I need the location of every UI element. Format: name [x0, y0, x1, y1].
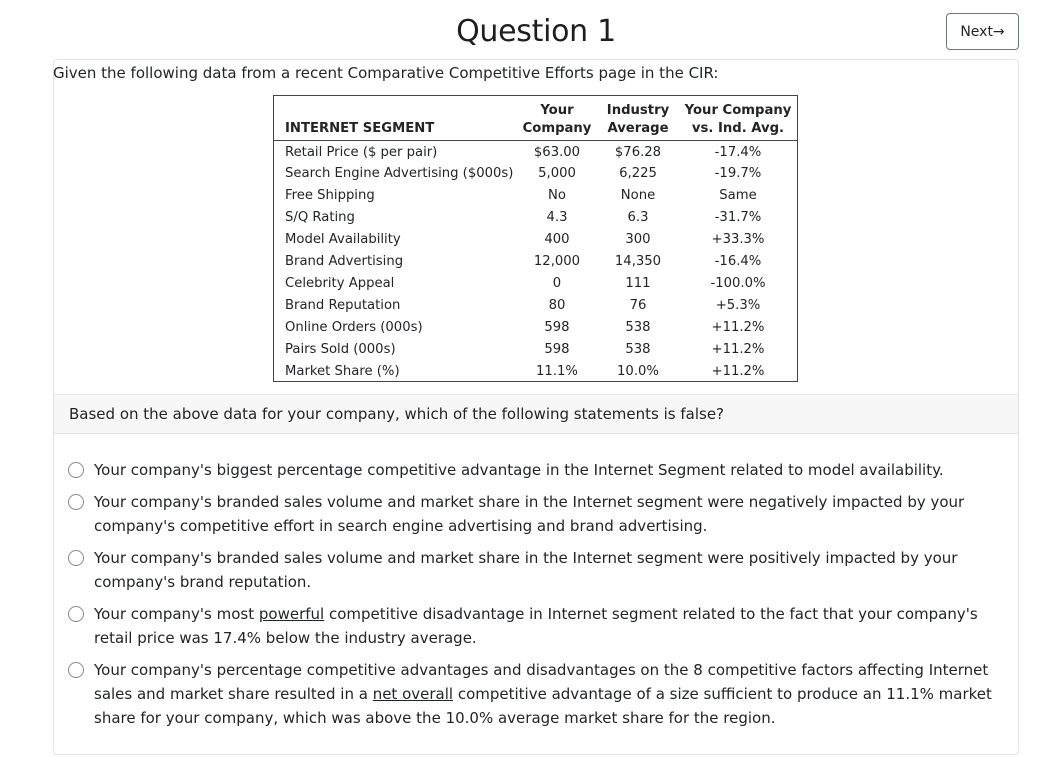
row-label: Retail Price ($ per pair): [285, 144, 438, 160]
cir-table: [274, 96, 797, 382]
table-cell: +5.3%: [715, 297, 761, 313]
table-cell: 0: [552, 275, 562, 291]
row-label: Model Availability: [285, 231, 401, 247]
row-label: Online Orders (000s): [285, 319, 423, 335]
table-cell: 598: [544, 341, 570, 357]
table-cell: 4.3: [546, 209, 568, 225]
table-cell: -19.7%: [714, 165, 762, 181]
option-text: Your company's percentage competitive advantages and disadvantages on the 8 competitive factors affecting Internet sales and market share resulted in a: [94, 661, 989, 703]
option-text: competitive disadvantage in Internet segment related to the fact that your company's retail price was 17.4% below the industry average.: [94, 605, 978, 647]
table-row: [274, 316, 797, 338]
table-cell: 6.3: [627, 209, 649, 225]
column-header: Industry: [606, 103, 670, 118]
table-cell: 111: [625, 275, 651, 291]
column-header: Average: [597, 118, 679, 140]
column-header: Company: [517, 118, 597, 140]
table-cell: 538: [625, 341, 651, 357]
table-cell: -17.4%: [714, 144, 762, 160]
table-cell: Same: [719, 187, 757, 203]
column-header: vs. Ind. Avg.: [679, 118, 797, 140]
table-row: [274, 294, 797, 316]
table-cell: 10.0%: [617, 363, 659, 379]
answer-option-text: [94, 490, 1003, 538]
question-title: Question 1: [456, 14, 616, 49]
column-header: [274, 96, 517, 118]
row-label: Brand Reputation: [285, 297, 401, 313]
radio-button[interactable]: [68, 550, 84, 566]
column-header: Your Company: [684, 103, 792, 118]
row-label: Market Share (%): [285, 363, 400, 379]
table-cell: -31.7%: [714, 209, 762, 225]
table-row: [274, 184, 797, 206]
table-cell: 12,000: [533, 253, 581, 269]
row-label: S/Q Rating: [285, 209, 355, 225]
table-cell: 538: [625, 319, 651, 335]
cir-table-box: [273, 95, 798, 382]
table-cell: -16.4%: [714, 253, 762, 269]
radio-button[interactable]: [68, 462, 84, 478]
answer-option[interactable]: [68, 658, 1003, 730]
table-row: [274, 272, 797, 294]
answer-option[interactable]: [68, 602, 1003, 650]
radio-button[interactable]: [68, 662, 84, 678]
answer-option-text: [94, 458, 944, 482]
table-cell: 80: [548, 297, 566, 313]
question-prompt: Based on the above data for your company, which of the following statements is false?: [54, 394, 1018, 434]
table-cell: 400: [544, 231, 570, 247]
table-cell: 76: [629, 297, 647, 313]
row-label: Free Shipping: [285, 187, 375, 203]
answer-options: [68, 458, 1003, 738]
table-cell: +11.2%: [711, 363, 765, 379]
column-header: INTERNET SEGMENT: [274, 118, 517, 140]
table-row: [274, 228, 797, 250]
table-cell: +33.3%: [711, 231, 765, 247]
row-label: Search Engine Advertising ($000s): [285, 165, 514, 181]
table-cell: No: [548, 187, 566, 203]
option-text: Your company's biggest percentage competitive advantage in the Internet Segment related to model availability.: [94, 461, 944, 479]
next-button[interactable]: Next→: [946, 13, 1019, 50]
underlined-text: powerful: [258, 605, 325, 623]
table-cell: 5,000: [538, 165, 576, 181]
option-text: Your company's branded sales volume and market share in the Internet segment were negatively impacted by your company's competitive effort in search engine advertising and brand advertising.: [94, 493, 965, 535]
table-row: [274, 206, 797, 228]
table-cell: $76.28: [614, 144, 662, 160]
table-cell: 598: [544, 319, 570, 335]
table-cell: -100.0%: [710, 275, 766, 291]
table-row: [274, 140, 797, 162]
table-cell: $63.00: [533, 144, 581, 160]
radio-button[interactable]: [68, 606, 84, 622]
column-header: Your: [540, 103, 574, 118]
table-cell: 300: [625, 231, 651, 247]
table-row: [274, 250, 797, 272]
table-row: [274, 338, 797, 360]
row-label: Brand Advertising: [285, 253, 404, 269]
radio-button[interactable]: [68, 494, 84, 510]
row-label: Celebrity Appeal: [285, 275, 395, 291]
table-row: [274, 162, 797, 184]
table-cell: 6,225: [619, 165, 657, 181]
underlined-text: net overall: [372, 685, 454, 703]
intro-text: Given the following data from a recent Comparative Competitive Efforts page in the CIR:: [53, 64, 719, 82]
answer-option[interactable]: [68, 546, 1003, 594]
table-cell: +11.2%: [711, 319, 765, 335]
table-row: [274, 360, 797, 382]
answer-option-text: [94, 602, 1003, 650]
table-cell: +11.2%: [711, 341, 765, 357]
option-text: Your company's branded sales volume and market share in the Internet segment were positively impacted by your company's brand reputation.: [94, 549, 958, 591]
table-cell: None: [620, 187, 656, 203]
answer-option[interactable]: [68, 490, 1003, 538]
answer-option[interactable]: [68, 458, 1003, 482]
row-label: Pairs Sold (000s): [285, 341, 396, 357]
table-cell: 11.1%: [536, 363, 578, 379]
option-text: Your company's most: [94, 605, 259, 623]
answer-option-text: [94, 546, 1003, 594]
answer-option-text: [94, 658, 1003, 730]
table-cell: 14,350: [614, 253, 662, 269]
option-text: competitive advantage of a size sufficient to produce an 11.1% market share for your company, which was above the 10.0% average market share for the region.: [94, 685, 992, 727]
